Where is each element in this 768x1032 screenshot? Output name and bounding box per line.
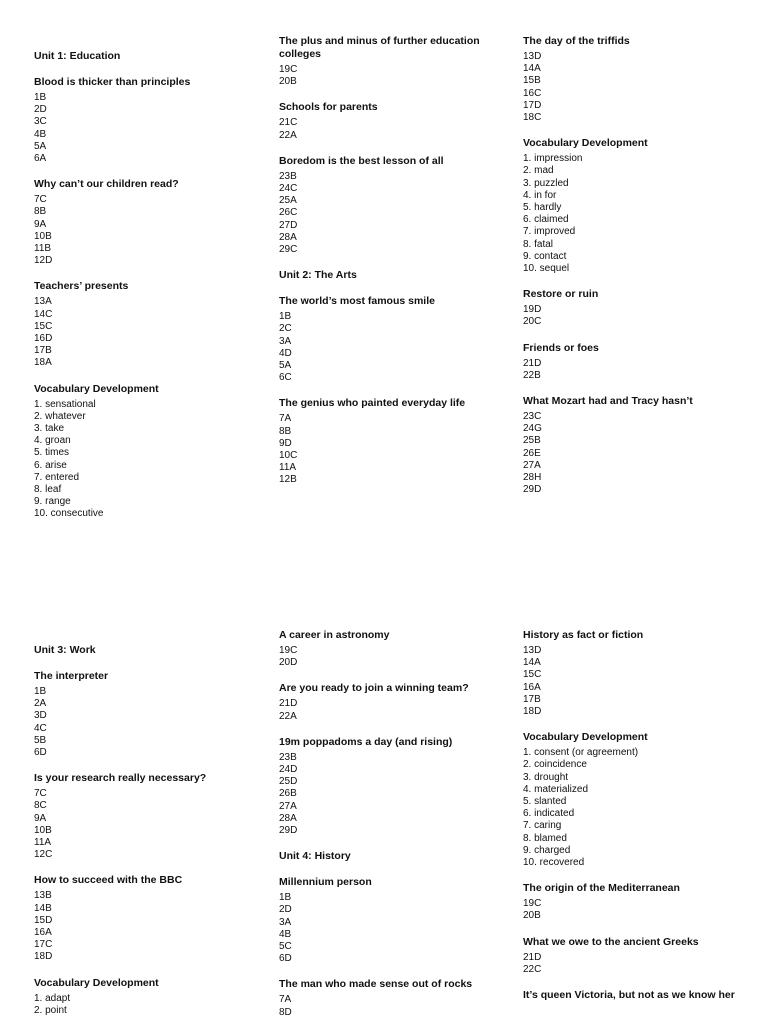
answer-item: 11B — [34, 243, 52, 255]
answer-item: 18D — [34, 951, 53, 963]
answer-item: 4B — [279, 928, 292, 940]
answer-item: 28A — [279, 812, 297, 824]
answer-item: 19C — [279, 64, 298, 75]
answer-item: 7. caring — [523, 820, 562, 832]
answer-section — [523, 137, 743, 275]
bottom-column-2 — [279, 629, 499, 1032]
answer-item: 1B — [279, 311, 292, 323]
answer-item: 9D — [279, 437, 292, 449]
answer-item: 18C — [523, 112, 542, 124]
answer-item: 26E — [523, 447, 541, 459]
answer-item: 4. materialized — [523, 783, 589, 795]
answer-item: 8B — [279, 425, 292, 437]
answer-item: 25B — [523, 435, 541, 447]
answer-item: 5. times — [34, 447, 70, 459]
answer-item: 4. groan — [34, 435, 71, 447]
answer-item: 6D — [279, 953, 292, 965]
answer-item: 2A — [34, 698, 47, 710]
answer-item: 10B — [34, 230, 52, 242]
answer-item: 24G — [523, 423, 542, 435]
section-heading: Vocabulary Development — [523, 731, 648, 744]
answer-item: 29D — [279, 825, 298, 837]
answer-item: 1B — [34, 686, 47, 697]
answer-item: 1. impression — [523, 153, 583, 165]
answer-item: 16D — [34, 333, 53, 345]
answer-item: 11A — [34, 837, 52, 849]
answer-item: 22C — [523, 963, 542, 975]
answer-item: 21C — [279, 117, 298, 129]
top-column-2 — [279, 35, 499, 500]
answer-section — [279, 629, 499, 669]
answer-item: 17C — [34, 939, 53, 951]
top-column-3 — [523, 35, 743, 509]
answer-item: 12D — [34, 255, 53, 267]
answer-item: 10B — [34, 824, 52, 836]
answer-item: 20B — [279, 76, 297, 88]
answer-item: 21D — [279, 698, 298, 710]
answer-section — [34, 383, 254, 521]
answer-item: 9A — [34, 218, 47, 230]
answer-section — [279, 978, 499, 1018]
answer-item: 18D — [523, 706, 542, 718]
section-heading: History as fact or fiction — [523, 629, 644, 641]
answer-section — [34, 76, 254, 165]
answer-item: 6. arise — [34, 459, 67, 471]
bottom-column-3 — [523, 629, 743, 1015]
answer-item: 2D — [34, 104, 47, 116]
answer-item: 15C — [523, 669, 542, 681]
answer-item: 9A — [34, 812, 47, 824]
answer-item: 16A — [523, 681, 541, 693]
section-heading: The day of the triffids — [523, 35, 630, 47]
section-heading: Friends or foes — [523, 341, 599, 354]
answer-section — [523, 936, 743, 976]
answer-section — [279, 35, 499, 88]
answer-item: 28A — [279, 231, 297, 243]
section-heading: What Mozart had and Tracy hasn’t — [523, 395, 693, 408]
answer-item: 17B — [34, 345, 52, 357]
section-heading: Schools for parents — [279, 101, 378, 114]
answer-item: 13D — [523, 51, 542, 62]
answer-item: 1. sensational — [34, 398, 96, 410]
section-heading: The man who made sense out of rocks — [279, 978, 473, 991]
answer-item: 9. contact — [523, 250, 567, 262]
top-column-1 — [34, 50, 254, 534]
answer-item: 4C — [34, 722, 47, 734]
answer-item: 27D — [279, 219, 298, 231]
answer-item: 10C — [279, 450, 298, 462]
answer-item: 1. adapt — [34, 992, 71, 1004]
answer-item: 20C — [523, 316, 542, 328]
answer-item: 27A — [279, 800, 297, 812]
section-heading: Restore or ruin — [523, 288, 599, 301]
answer-item: 10. recovered — [523, 857, 585, 869]
answer-item: 21D — [523, 951, 542, 963]
answer-item: 24D — [279, 764, 298, 776]
answer-item: 2D — [279, 904, 292, 916]
answer-item: 14B — [34, 902, 52, 914]
answer-section — [34, 280, 254, 369]
answer-item: 6A — [34, 153, 47, 165]
answer-item: 21D — [523, 357, 542, 369]
answer-item: 18A — [34, 357, 52, 369]
answer-item: 9. charged — [523, 844, 571, 856]
section-heading: Are you ready to join a winning team? — [279, 682, 469, 695]
answer-section — [34, 670, 254, 759]
answer-item: 5A — [34, 140, 47, 152]
answer-item: 6D — [34, 747, 47, 759]
answer-item: 16C — [523, 87, 542, 99]
answer-section — [279, 101, 499, 141]
section-heading: Vocabulary Development — [34, 382, 159, 395]
answer-item: 29C — [279, 244, 298, 256]
answer-item: 9. range — [34, 496, 71, 508]
answer-item: 3C — [34, 116, 47, 128]
answer-item: 25D — [279, 776, 298, 788]
answer-item: 13D — [523, 645, 542, 656]
answer-item: 19C — [279, 645, 298, 656]
answer-item: 5C — [279, 941, 292, 953]
answer-item: 13A — [34, 296, 52, 308]
answer-item: 23B — [279, 170, 297, 182]
answer-item: 24C — [279, 183, 298, 195]
answer-item: 7. entered — [34, 471, 80, 483]
answer-item: 3. puzzled — [523, 177, 569, 189]
answer-item: 4D — [279, 347, 292, 359]
answer-item: 10. sequel — [523, 263, 570, 275]
answer-section — [279, 155, 499, 256]
answer-item: 15D — [34, 914, 53, 926]
answer-item: 11A — [279, 462, 297, 474]
section-heading: Boredom is the best lesson of all — [279, 154, 444, 167]
answer-item: 29D — [523, 484, 542, 496]
answer-section — [279, 397, 499, 486]
answer-section — [34, 874, 254, 963]
answer-item: 23B — [279, 751, 297, 763]
answer-section — [523, 882, 743, 922]
answer-item: 12B — [279, 474, 297, 486]
answer-item: 20D — [279, 657, 298, 669]
answer-item: 1B — [34, 92, 47, 103]
unit-title: Unit 4: History — [279, 850, 351, 863]
section-heading: Blood is thicker than principles — [34, 76, 191, 88]
answer-item: 20B — [523, 910, 541, 922]
section-heading: A career in astronomy — [279, 629, 390, 641]
unit-title: Unit 2: The Arts — [279, 269, 357, 282]
answer-item: 28H — [523, 472, 542, 484]
answer-item: 25A — [279, 195, 297, 207]
answer-section — [34, 178, 254, 267]
answer-item: 7A — [279, 413, 292, 425]
answer-section — [523, 989, 743, 1002]
answer-item: 5B — [34, 734, 47, 746]
answer-item: 16A — [34, 927, 52, 939]
answer-item: 5. hardly — [523, 202, 562, 214]
answer-item: 8. blamed — [523, 832, 567, 844]
answer-section — [523, 288, 743, 328]
section-heading: Vocabulary Development — [34, 976, 159, 989]
answer-section — [34, 772, 254, 861]
answer-item: 2. mad — [523, 165, 554, 177]
answer-section — [34, 977, 254, 1017]
answer-item: 2. point — [34, 1004, 67, 1016]
answer-item: 6C — [279, 372, 292, 384]
section-heading: Millennium person — [279, 876, 372, 889]
answer-item: 14A — [523, 63, 541, 75]
section-heading: Is your research really necessary? — [34, 772, 207, 785]
answer-item: 8B — [34, 206, 47, 218]
answer-item: 3A — [279, 335, 292, 347]
answer-item: 10. consecutive — [34, 508, 104, 520]
answer-item: 19C — [523, 898, 542, 910]
answer-item: 3. drought — [523, 771, 569, 783]
answer-item: 2. coincidence — [523, 759, 587, 771]
answer-item: 4. in for — [523, 189, 557, 201]
answer-item: 23C — [523, 411, 542, 423]
section-heading: The interpreter — [34, 670, 109, 682]
answer-item: 19D — [523, 304, 542, 316]
unit-title: Unit 3: Work — [34, 644, 96, 656]
answer-item: 7C — [34, 788, 47, 800]
section-heading: Vocabulary Development — [523, 137, 648, 150]
answer-item: 8C — [34, 800, 47, 812]
answer-item: 22B — [523, 369, 541, 381]
answer-item: 15B — [523, 75, 541, 87]
answer-item: 8. fatal — [523, 238, 554, 250]
unit-title: Unit 1: Education — [34, 50, 121, 62]
answer-item: 6. indicated — [523, 808, 575, 820]
answer-section — [523, 395, 743, 496]
answer-section — [279, 295, 499, 384]
answer-item: 14C — [34, 308, 53, 320]
section-heading: 19m poppadoms a day (and rising) — [279, 735, 453, 748]
answer-item: 1. consent (or agreement) — [523, 747, 639, 759]
answer-item: 5A — [279, 360, 292, 372]
section-heading: Why can’t our children read? — [34, 178, 179, 191]
section-heading: What we owe to the ancient Greeks — [523, 935, 699, 948]
answer-item: 8. leaf — [34, 484, 62, 496]
answer-item: 2. whatever — [34, 410, 86, 422]
section-heading: It’s queen Victoria, but not as we know her — [523, 989, 735, 1002]
answer-item: 3D — [34, 710, 47, 722]
answer-section — [279, 682, 499, 722]
answer-item: 1B — [279, 892, 292, 904]
answer-item: 3. take — [34, 423, 65, 435]
section-heading: The origin of the Mediterranean — [523, 882, 680, 895]
answer-item: 7A — [279, 994, 292, 1006]
answer-item: 3A — [279, 916, 292, 928]
answer-item: 8D — [279, 1006, 292, 1018]
answer-item: 7C — [34, 194, 47, 206]
section-heading: How to succeed with the BBC — [34, 874, 183, 887]
section-heading: Teachers’ presents — [34, 280, 129, 293]
answer-section — [279, 736, 499, 837]
answer-item: 15C — [34, 320, 53, 332]
answer-item: 4B — [34, 128, 47, 140]
answer-section — [523, 35, 743, 124]
answer-item: 17B — [523, 693, 541, 705]
bottom-column-1 — [34, 644, 254, 1030]
answer-item: 5. slanted — [523, 796, 567, 808]
answer-item: 6. claimed — [523, 214, 569, 226]
section-heading: The world’s most famous smile — [279, 295, 435, 308]
answer-section — [279, 876, 499, 965]
answer-item: 13B — [34, 890, 52, 902]
answer-item: 27A — [523, 459, 541, 471]
answer-item: 17D — [523, 99, 542, 111]
answer-item: 26B — [279, 788, 297, 800]
section-heading: The plus and minus of further education colleges — [279, 35, 480, 60]
section-heading: The genius who painted everyday life — [279, 397, 466, 410]
answer-item: 22A — [279, 710, 297, 722]
answer-item: 26C — [279, 207, 298, 219]
answer-item: 22A — [279, 129, 297, 141]
answer-section — [523, 342, 743, 382]
answer-section — [523, 629, 743, 718]
answer-item: 2C — [279, 323, 292, 335]
answer-item: 7. improved — [523, 226, 576, 238]
answer-item: 12C — [34, 849, 53, 861]
answer-item: 14A — [523, 657, 541, 669]
answer-section — [523, 731, 743, 869]
